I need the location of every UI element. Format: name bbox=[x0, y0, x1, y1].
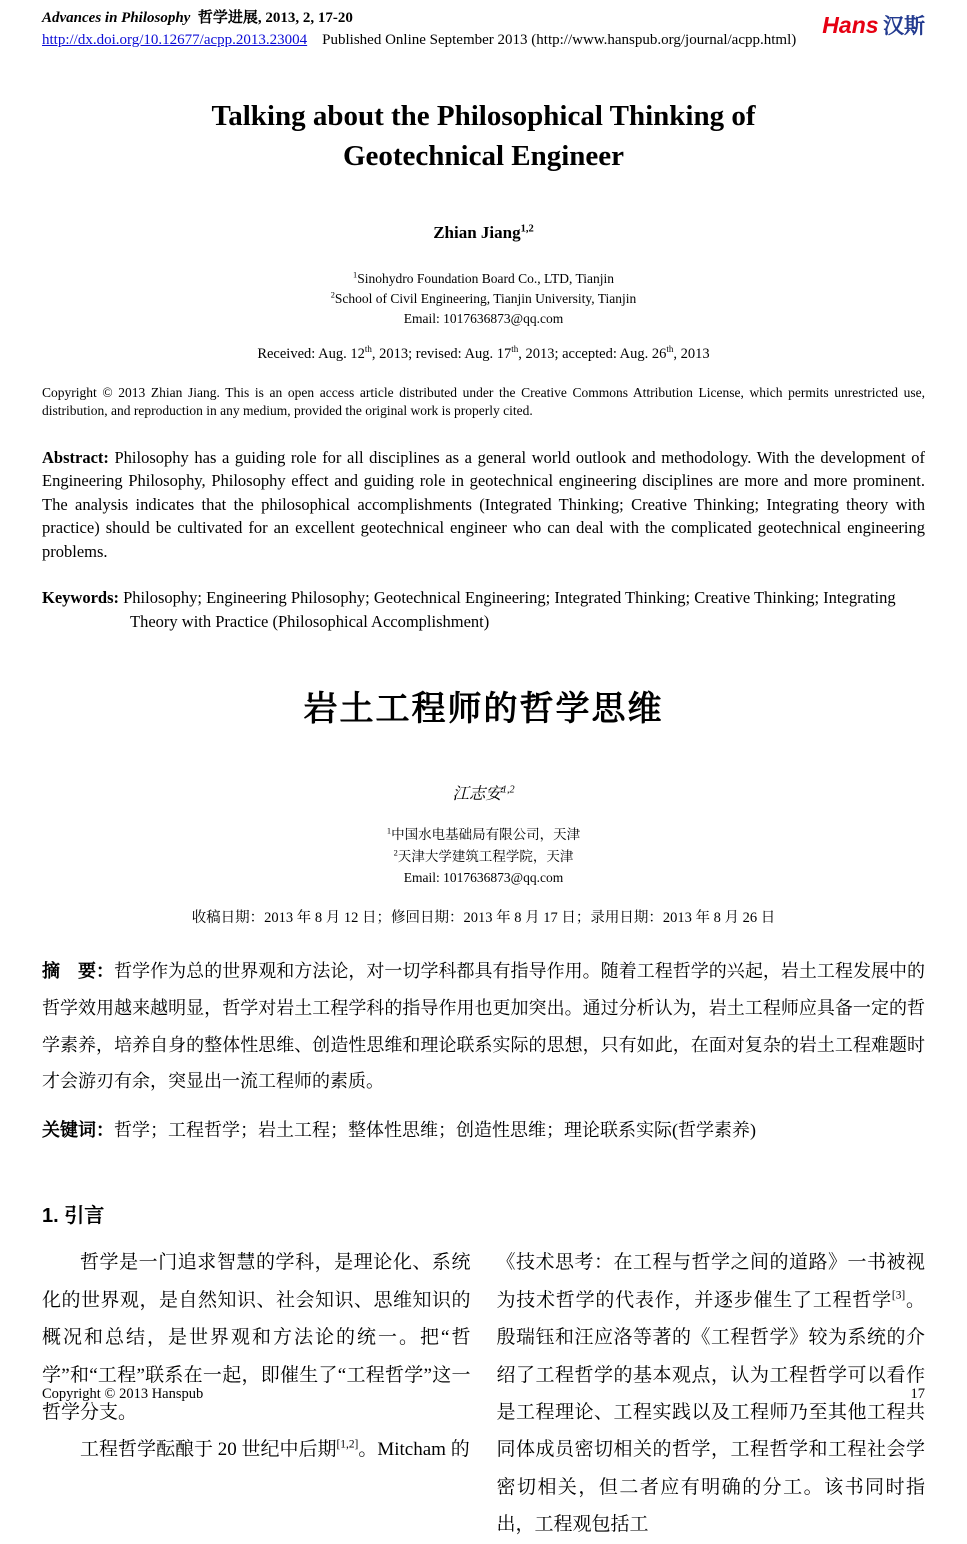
section-1-heading: 1. 引言 bbox=[42, 1205, 105, 1228]
keywords-text-cn: 哲学；工程哲学；岩土工程；整体性思维；创造性思维；理论联系实际(哲学素养) bbox=[114, 1120, 756, 1141]
keywords-cn bbox=[42, 1112, 925, 1149]
abstract-cn bbox=[42, 953, 925, 1101]
body-paragraph: 哲学是一门追求智慧的学科，是理论化、系统化的世界观，是自然知识、社会知识、思维知识的概况和总结，是世界观和方法论的统一。把“哲学”和“工程”联系在一起，即催生了“工程哲学”这一哲学分支。 bbox=[42, 1252, 471, 1423]
abstract-label-en: Abstract: bbox=[42, 448, 109, 468]
journal-info bbox=[42, 8, 796, 52]
affil2-text-cn: 天津大学建筑工程学院，天津 bbox=[397, 848, 574, 864]
abstract-label-cn: 摘 要： bbox=[42, 960, 115, 981]
hans-logo-text: Hans bbox=[822, 12, 879, 38]
author-affil-marker-cn: 1,2 bbox=[501, 784, 515, 796]
received-dates-en: Received: Aug. 12th, 2013; revised: Aug. 17th, 2013; accepted: Aug. 26th, 2013 bbox=[257, 344, 710, 363]
affiliations-en bbox=[42, 269, 925, 330]
affil1-text-cn: 中国水电基础局有限公司，天津 bbox=[391, 827, 581, 843]
affil2-text: School of Civil Engineering, Tianjin University, Tianjin bbox=[334, 290, 637, 306]
author-name-en: Zhian Jiang bbox=[433, 222, 521, 242]
footer-copyright: Copyright © 2013 Hanspub bbox=[42, 1386, 204, 1402]
affiliations-cn bbox=[42, 824, 925, 889]
page-footer bbox=[42, 1386, 925, 1403]
body-paragraph: 《技术思考：在工程与哲学之间的道路》一书被视为技术哲学的代表作，并逐步催生了工程哲学[3]。殷瑞钰和汪应洛等著的《工程哲学》较为系统的介绍了工程哲学的基本观点，认为工程哲学可以看作是工程理论、工程实践以及工程师乃至其他工程共同体成员密切相关的哲学，工程哲学和工程社会学密切相关，但二者应有明确的分工。该书同时指出，工程观包括工 bbox=[496, 1252, 925, 1536]
affiliation-line bbox=[42, 269, 925, 289]
author-en bbox=[42, 223, 925, 243]
affil2-sup: 2 bbox=[330, 290, 335, 300]
keywords-en bbox=[42, 586, 925, 633]
hanspub-logo bbox=[822, 8, 925, 40]
published-online-text: Published Online September 2013 (http://www.hanspub.org/journal/acpp.html) bbox=[322, 31, 797, 48]
affiliation-line bbox=[42, 824, 925, 846]
affiliation-line bbox=[42, 846, 925, 868]
body-paragraph: 工程哲学酝酿于 20 世纪中后期[1,2]。Mitcham 的 bbox=[80, 1439, 470, 1461]
doi-link[interactable]: http://dx.doi.org/10.12677/acpp.2013.23004 bbox=[42, 31, 308, 48]
hans-logo-cn-text: 汉斯 bbox=[883, 15, 925, 38]
journal-header bbox=[42, 8, 925, 52]
copyright-license-note: Copyright © 2013 Zhian Jiang. This is an open access article distributed under the Creative Commons Attribution License, which permits unrestricted use, distribution, and reproduction in any medium, provided the original work is properly cited. bbox=[42, 385, 925, 419]
abstract-text-cn: 哲学作为总的世界观和方法论，对一切学科都具有指导作用。随着工程哲学的兴起，岩土工程发展中的哲学效用越来越明显，哲学对岩土工程学科的指导作用也更加突出。通过分析认为，岩土工程师应具备一定的哲学素养，培养自身的整体性思维、创造性思维和理论联系实际的思想，只有如此，在面对复杂的岩土工程难题时才会游刃有余，突显出一流工程师的素质。 bbox=[42, 960, 926, 1092]
keywords-text-en: Philosophy; Engineering Philosophy; Geotechnical Engineering; Integrated Thinking; Creative Thinking; Integrating Theory with Practice (Philosophical Accomplishment) bbox=[119, 588, 896, 631]
affiliation-line bbox=[42, 289, 925, 309]
affil1-sup: 1 bbox=[353, 270, 358, 280]
keywords-label-cn: 关键词： bbox=[42, 1120, 114, 1141]
affil2-sup-cn: 2 bbox=[393, 848, 398, 858]
journal-issue-info: 哲学进展, 2013, 2, 17-20 bbox=[197, 10, 353, 26]
affil1-sup-cn: 1 bbox=[386, 826, 392, 836]
author-cn bbox=[42, 780, 925, 804]
received-dates-cn: 收稿日期：2013 年 8 月 12 日；修回日期：2013 年 8 月 17 日；录用日期：2013 年 8 月 26 日 bbox=[191, 909, 776, 926]
journal-line bbox=[42, 8, 796, 30]
author-name-cn: 江志安 bbox=[452, 784, 502, 804]
doi-line bbox=[42, 30, 796, 52]
article-title-en: Talking about the Philosophical Thinking of Geotechnical Engineer bbox=[211, 99, 756, 173]
page-number: 17 bbox=[910, 1386, 925, 1402]
journal-name: Advances in Philosophy bbox=[42, 10, 191, 26]
email-line: Email: 1017636873@qq.com bbox=[403, 311, 564, 327]
author-affil-marker-en: 1,2 bbox=[520, 223, 534, 235]
affil1-text: Sinohydro Foundation Board Co., LTD, Tianjin bbox=[357, 270, 614, 286]
abstract-en bbox=[42, 446, 925, 563]
article-title-cn: 岩土工程师的哲学思维 bbox=[303, 690, 664, 729]
email-line: Email: 1017636873@qq.com bbox=[403, 870, 564, 886]
abstract-text-en: Philosophy has a guiding role for all disciplines as a general world outlook and methodology. With the development of Engineering Philosophy, Philosophy effect and guiding role in geotechnical engineering disciplines are more and more prominent. The analysis indicates that the philosophical accomplishments (Integrated Thinking; Creative Thinking; Integrating theory with practice) should be cultivated for an excellent geotechnical engineer who can deal with the complicated geotechnical engineering problems. bbox=[42, 448, 925, 561]
keywords-label-en: Keywords: bbox=[42, 588, 119, 608]
